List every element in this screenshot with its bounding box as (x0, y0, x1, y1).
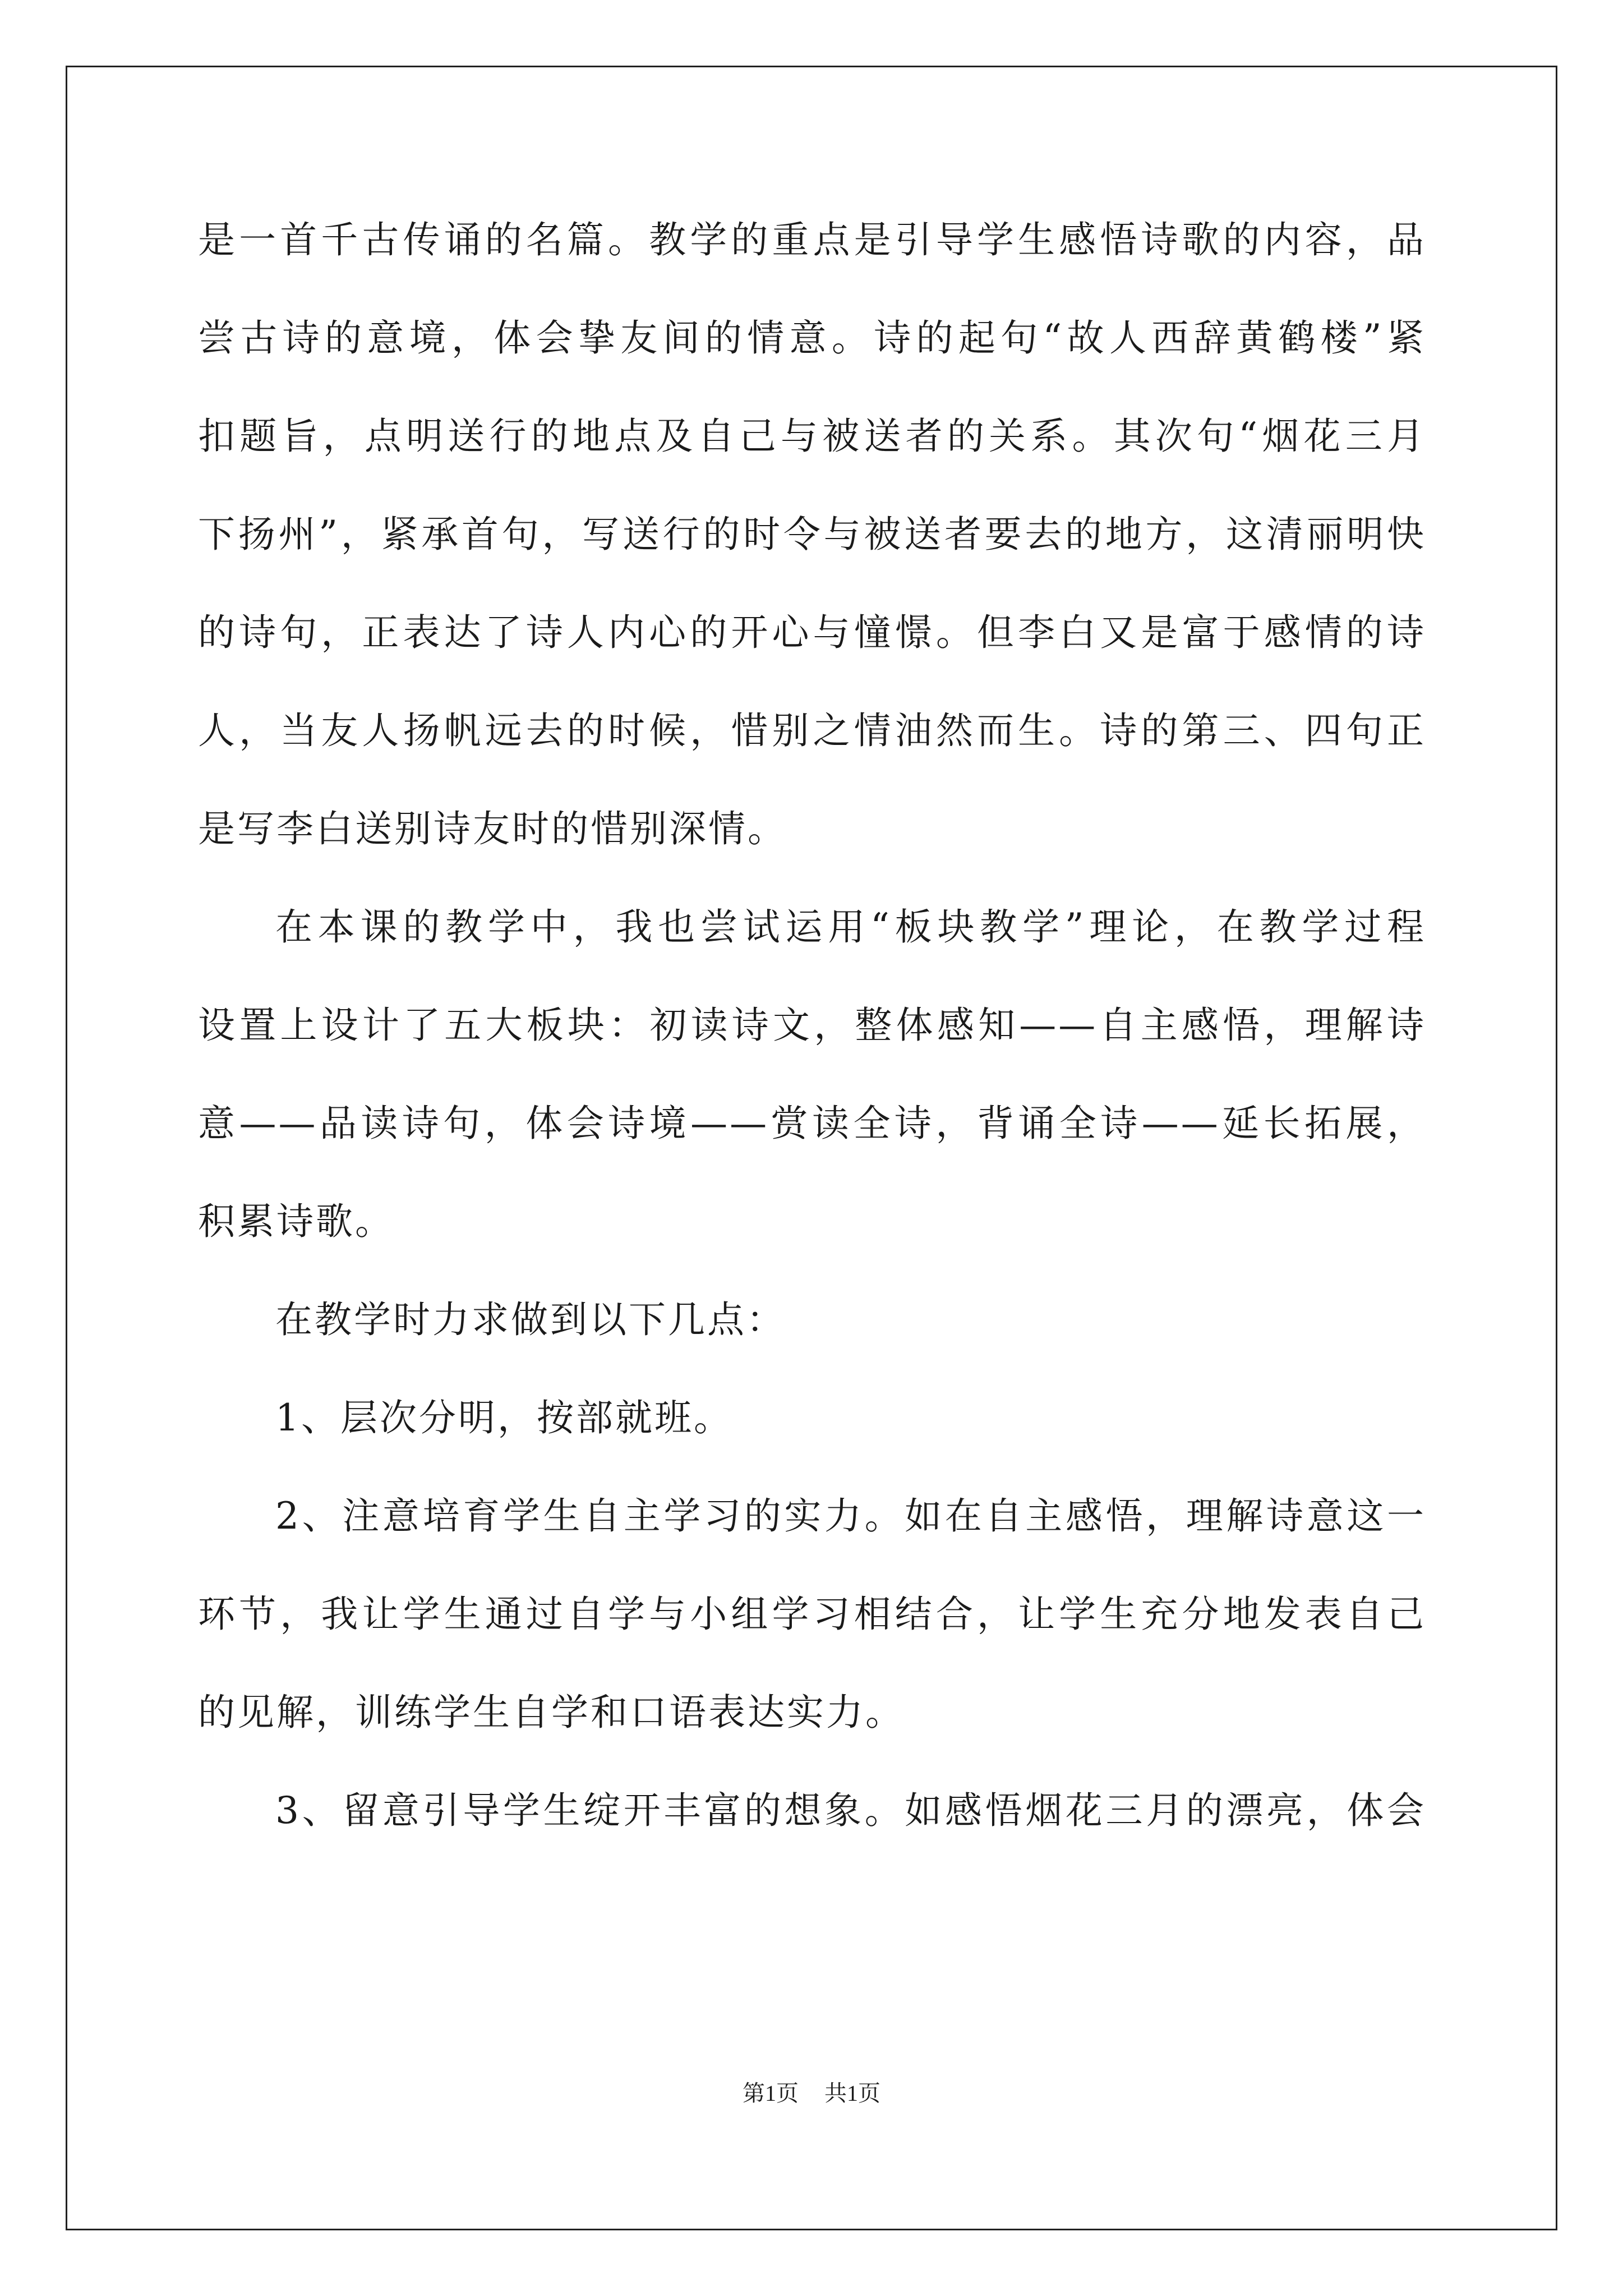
page-footer (0, 2078, 1623, 2109)
list-item-1: 1、层次分明，按部就班。 (275, 1396, 733, 1439)
list-item-3: 3、留意引导学生绽开丰富的想象。如感悟烟花三月的漂亮，体会 (275, 1789, 1426, 1832)
document-body (198, 213, 1426, 1882)
text-line: 扣题旨，点明送行的地点及自己与被送者的关系。其次句“烟花三月 (198, 415, 1426, 458)
list-item-2: 2、注意培育学生自主学习的实力。如在自主感悟，理解诗意这一 (275, 1494, 1426, 1538)
text-line: 下扬州”，紧承首句，写送行的时令与被送者要去的地方，这清丽明快 (198, 513, 1426, 556)
text-line: 环节，我让学生通过自学与小组学习相结合，让学生充分地发表自己 (198, 1593, 1426, 1636)
text-line: 尝古诗的意境，体会挚友间的情意。诗的起句“故人西辞黄鹤楼”紧 (198, 316, 1426, 360)
text-line: 设置上设计了五大板块：初读诗文，整体感知——自主感悟，理解诗 (198, 1004, 1426, 1047)
page-count: 共1页 (824, 2081, 880, 2106)
text-line: 的见解，训练学生自学和口语表达实力。 (198, 1691, 905, 1734)
paragraph-first-line: 在教学时力求做到以下几点： (275, 1298, 786, 1341)
text-line: 积累诗歌。 (198, 1200, 394, 1243)
text-line: 是一首千古传诵的名篇。教学的重点是引导学生感悟诗歌的内容，品 (198, 218, 1426, 261)
paragraph-first-line: 在本课的教学中，我也尝试运用“板块教学”理论，在教学过程 (275, 905, 1426, 949)
page-number: 第1页 (743, 2081, 799, 2106)
text-line: 意——品读诗句，体会诗境——赏读全诗，背诵全诗——延长拓展， (198, 1102, 1426, 1145)
text-line: 是写李白送别诗友时的惜别深情。 (198, 807, 787, 850)
text-line: 的诗句，正表达了诗人内心的开心与憧憬。但李白又是富于感情的诗 (198, 611, 1426, 654)
text-line: 人，当友人扬帆远去的时候，惜别之情油然而生。诗的第三、四句正 (198, 709, 1426, 752)
